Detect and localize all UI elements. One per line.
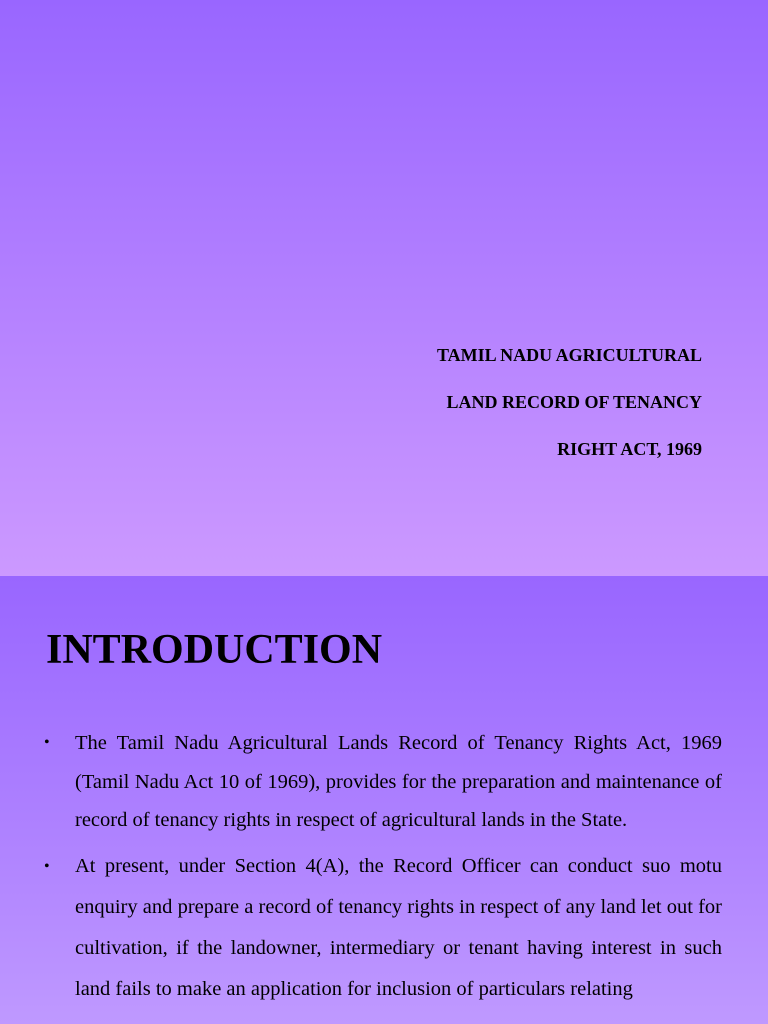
bullet-item — [44, 846, 722, 1010]
bullet-list — [44, 724, 722, 1010]
slide-title — [437, 332, 702, 473]
bullet-dot-icon: • — [44, 734, 50, 751]
title-line-3: RIGHT ACT, 1969 — [557, 439, 702, 459]
bullet-dot-icon: • — [44, 857, 50, 875]
bullet-item — [44, 724, 722, 840]
title-line-1: TAMIL NADU AGRICULTURAL — [436, 345, 702, 365]
bullet-text: At present, under Section 4(A), the Record Officer can conduct suo motu enquiry and prepare a record of tenancy rights in respect of any land let out for cultivation, if the landowner, intermediary or tenant having interest in such land fails to make an application for inclusion of particulars relating — [75, 854, 722, 1000]
bullet-text: The Tamil Nadu Agricultural Lands Record of Tenancy Rights Act, 1969 (Tamil Nadu Act 10 of 1969), provides for the preparation and maintenance of record of tenancy rights in respect of agricultural lands in the State. — [75, 732, 722, 831]
title-line-2: LAND RECORD OF TENANCY — [446, 392, 702, 412]
section-heading: INTRODUCTION — [46, 627, 383, 673]
